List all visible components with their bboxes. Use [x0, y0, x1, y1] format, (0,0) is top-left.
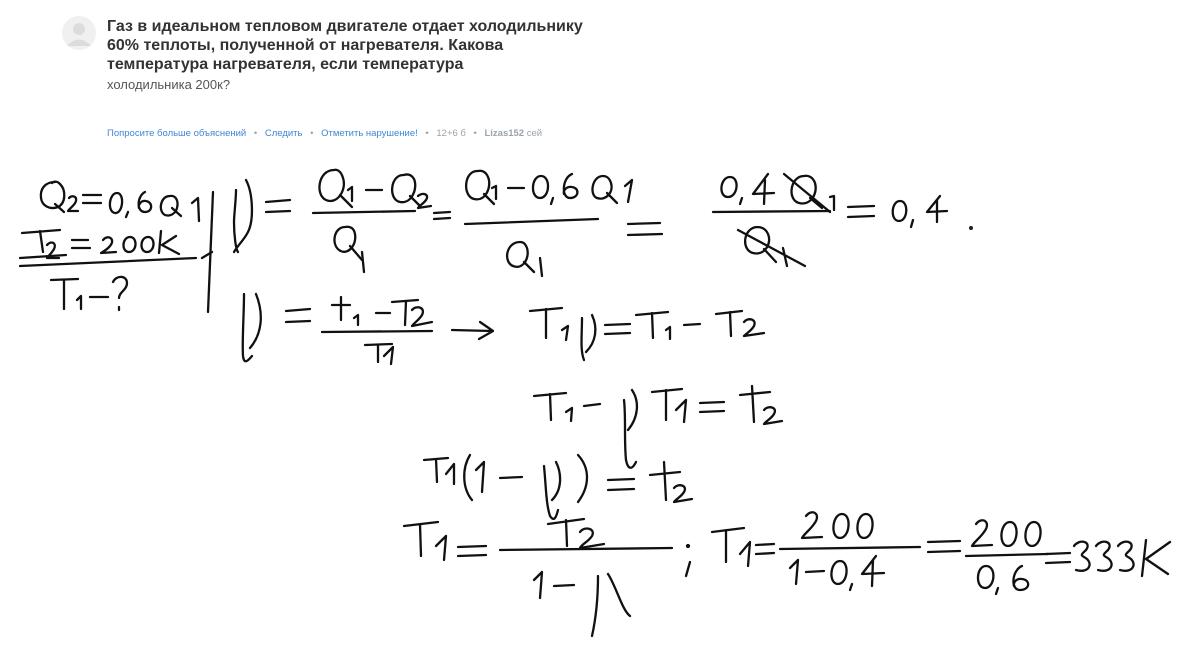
question-block	[107, 17, 607, 93]
report-violation-link[interactable]: Отметить нарушение!	[321, 128, 418, 139]
question-subtitle: холодильника 200к?	[107, 77, 231, 92]
separator-dot: •	[425, 128, 429, 139]
question-title: Газ в идеальном тепловом двигателе отдает холодильнику 60% теплоты, полученной от нагревателя. Какова температура нагревателя, если температура	[107, 18, 583, 73]
follow-link[interactable]: Следить	[264, 128, 303, 139]
ask-more-explanations-link[interactable]: Попросите больше объяснений	[107, 128, 247, 139]
line3-rearranged	[534, 386, 782, 468]
separator-dot: •	[473, 128, 477, 139]
points-badge: 12+6 б	[436, 128, 466, 139]
user-avatar-icon[interactable]	[62, 16, 96, 50]
separator-dot: •	[310, 128, 314, 139]
line4-factored	[424, 455, 692, 519]
line1-efficiency-definition	[234, 170, 972, 276]
separator-dot: •	[253, 128, 258, 139]
question-actions	[107, 128, 542, 140]
given-t1-unknown	[51, 277, 127, 310]
handwritten-solution-image	[0, 150, 1200, 646]
given-t2-expression	[20, 230, 179, 258]
given-underline	[20, 258, 196, 266]
author-username[interactable]: Lizas152	[484, 128, 525, 139]
given-q2-expression	[41, 182, 199, 221]
line5-final-answer	[404, 512, 1170, 636]
post-time: сей	[526, 128, 543, 139]
line2-carnot-efficiency	[243, 294, 764, 364]
